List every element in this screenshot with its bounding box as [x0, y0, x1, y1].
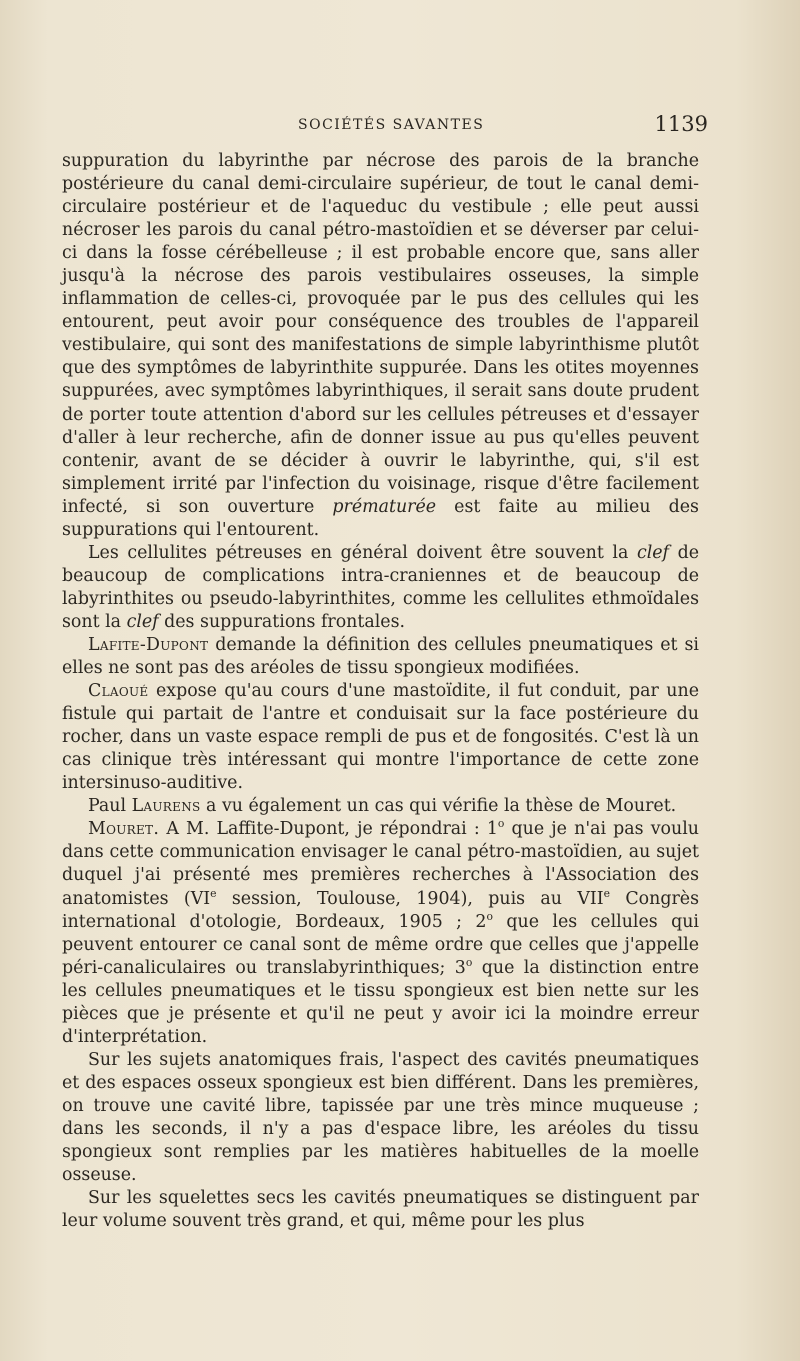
paragraph-lafite-dupont: Lafite-Dupont demande la définition des cellules pneumatiques et si elles ne sont pas des aréoles de tissu spongieux modifiées. [62, 634, 699, 679]
paragraph-mouret: Mouret. A M. Laffite-Dupont, je répondrai : 1$^o$ que je n'ai pas voulu dans cette communication envisager le canal pétro-mastoïdien, au sujet duquel j'ai présenté mes premières recherches à l'Association des anatomistes (VIe session, Toulouse, 1904), puis au VIIe Congrès international d'otologie, Bordeaux, 1905 ; 2$^o$ que les cellules qui peuvent entourer ce canal sont de même ordre que celles que j'appelle péri-canaliculaires ou translabyrinthiques; 3$^o$ que la distinction entre les cellules pneumatiques et le tissu spongieux est bien nette sur les pièces que je présente et qu'il ne peut y avoir ici la moindre erreur d'interprétation. [62, 817, 699, 1047]
page-number: 1139 [654, 112, 708, 136]
emphasis: clef [126, 611, 159, 632]
paragraph-laurens: Paul Laurens a vu également un cas qui vérifie la thèse de Mouret. [88, 796, 677, 817]
paragraph-sujets-frais: Sur les sujets anatomiques frais, l'aspect des cavités pneumatiques et des espaces osseux spongieux est bien différent. Dans les premières, on trouve une cavité libre, tapissée par une très mince muqueuse ; dans les seconds, il n'y a pas d'espace libre, les aréoles du tissu spongieux sont remplies par les matières habituelles de la moelle osseuse. [62, 1049, 699, 1186]
speaker-name: Laurens [131, 796, 201, 817]
speaker-name: Lafite-Dupont [88, 634, 209, 655]
emphasis: clef [636, 542, 669, 563]
speaker-name: Claoué [88, 681, 149, 702]
page-header [62, 112, 712, 142]
running-title: SOCIÉTÉS SAVANTES [298, 117, 485, 133]
body-text [62, 150, 699, 1233]
paragraph-claoue: Claoué expose qu'au cours d'une mastoïdite, il fut conduit, par une fistule qui partait de l'antre et conduisait sur la face postérieure du rocher, dans un vaste espace rempli de pus et de fongosités. C'est là un cas clinique très intéressant qui montre l'importance de cette zone intersinuso-auditive. [62, 681, 699, 794]
paragraph-squelettes: Sur les squelettes secs les cavités pneumatiques se distinguent par leur volume souvent très grand, et qui, même pour les plus [62, 1188, 699, 1232]
paragraph-continuation: suppuration du labyrinthe par nécrose des parois de la branche postérieure du canal demi-circulaire supérieur, de tout le canal demi-circulaire postérieur et de l'aqueduc du vestibule ; elle peut aussi nécroser les parois du canal pétro-mastoïdien et se déverser par celui-ci dans la fosse cérébelleuse ; il est probable encore que, sans aller jusqu'à la nécrose des parois vestibulaires osseuses, la simple inflammation de celles-ci, provoquée par le pus des cellules qui les entourent, peut avoir pour conséquence des troubles de l'appareil vestibulaire, qui sont des manifestations de simple labyrinthisme plutôt que des symptômes de labyrinthite suppurée. Dans les otites moyennes suppurées, avec symptômes labyrinthiques, il serait sans doute prudent de porter toute attention d'abord sur les cellules pétreuses et d'essayer d'aller à leur recherche, afin de donner issue au pus qu'elles peuvent contenir, avant de se décider à ouvrir le labyrinthe, qui, s'il est simplement irrité par l'infection du voisinage, risque d'être facilement infecté, si son ouverture prématurée est faite au milieu des suppurations qui l'entourent. [62, 151, 699, 540]
paragraph-cellulites: Les cellulites pétreuses en général doivent être souvent la clef de beaucoup de complications intra-craniennes et de beaucoup de labyrinthites ou pseudo-labyrinthites, comme les cellulites ethmoïdales sont la clef des suppurations frontales. [62, 542, 699, 632]
speaker-name: Mouret. [88, 819, 160, 840]
emphasis: prématurée [332, 496, 437, 517]
